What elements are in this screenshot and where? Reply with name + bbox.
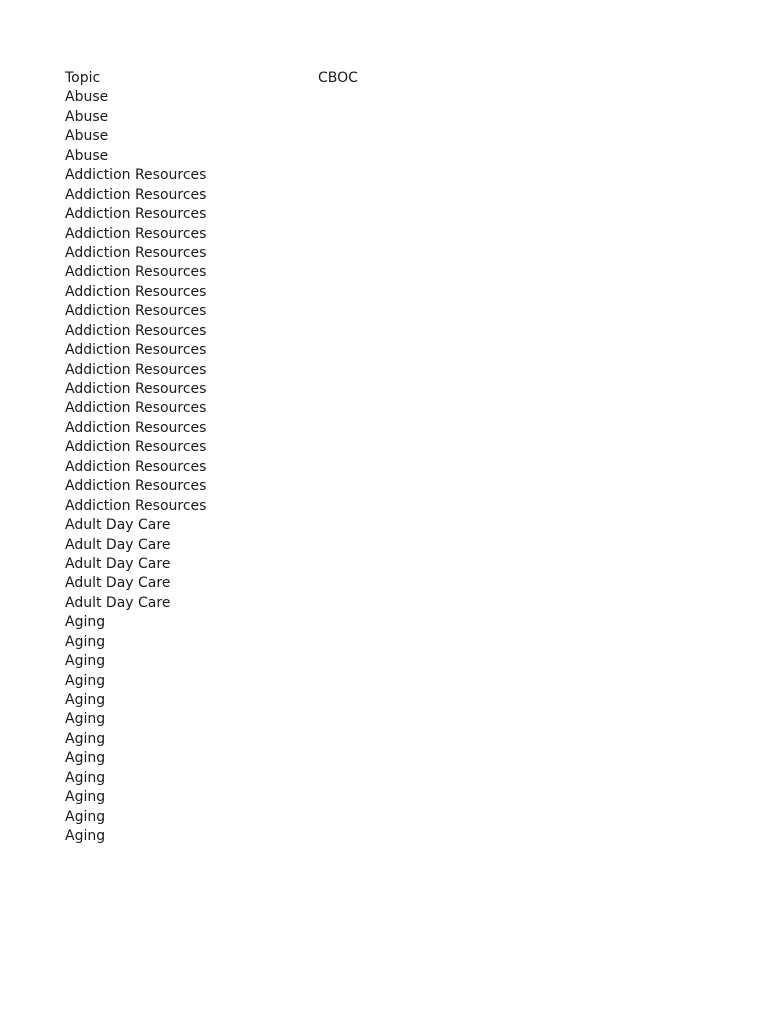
topic-cell[interactable]: Aging [65, 769, 106, 786]
cboc-cell[interactable] [318, 127, 518, 146]
table-row [65, 458, 705, 477]
column-header-topic[interactable]: Topic [65, 70, 101, 86]
topic-cell[interactable]: Aging [65, 808, 106, 825]
cboc-cell[interactable] [318, 808, 518, 827]
topic-cell[interactable]: Addiction Resources [65, 206, 207, 223]
table-row [65, 555, 705, 574]
topic-cell[interactable]: Aging [65, 672, 106, 689]
topic-cell[interactable]: Addiction Resources [65, 439, 207, 456]
table-row [65, 186, 705, 205]
topic-cell[interactable]: Addiction Resources [65, 342, 207, 359]
cboc-cell[interactable] [318, 749, 518, 768]
topic-cell[interactable]: Adult Day Care [65, 555, 171, 572]
topic-cell[interactable]: Addiction Resources [65, 419, 207, 436]
cboc-cell[interactable] [318, 477, 518, 496]
topic-cell[interactable]: Aging [65, 692, 106, 708]
cboc-cell[interactable] [318, 438, 518, 457]
table-row [65, 399, 705, 418]
table-row [65, 205, 705, 224]
table-row [65, 361, 705, 380]
table-row [65, 263, 705, 282]
cboc-cell[interactable] [318, 341, 518, 360]
table-row [65, 730, 705, 749]
cboc-cell[interactable] [318, 594, 518, 613]
cboc-cell[interactable] [318, 205, 518, 224]
cboc-cell[interactable] [318, 166, 518, 185]
cboc-cell[interactable] [318, 672, 518, 691]
topic-cell[interactable]: Addiction Resources [65, 497, 207, 514]
table-row [65, 322, 705, 341]
table-row [65, 283, 705, 302]
cboc-cell[interactable] [318, 88, 518, 107]
cboc-cell[interactable] [318, 361, 518, 380]
table-row [65, 127, 705, 146]
topic-cell[interactable]: Addiction Resources [65, 283, 207, 300]
spreadsheet-table [65, 69, 705, 847]
cboc-cell[interactable] [318, 263, 518, 282]
topic-cell[interactable]: Addiction Resources [65, 478, 207, 495]
cboc-cell[interactable] [318, 536, 518, 555]
topic-cell[interactable]: Addiction Resources [65, 381, 207, 397]
table-row [65, 574, 705, 593]
topic-cell[interactable]: Aging [65, 711, 106, 728]
table-row [65, 652, 705, 671]
topic-cell[interactable]: Aging [65, 614, 106, 631]
table-row [65, 613, 705, 632]
topic-cell[interactable]: Addiction Resources [65, 244, 207, 261]
topic-cell[interactable]: Addiction Resources [65, 361, 207, 378]
table-row [65, 438, 705, 457]
table-row [65, 769, 705, 788]
topic-cell[interactable]: Addiction Resources [65, 303, 207, 320]
cboc-cell[interactable] [318, 186, 518, 205]
topic-cell[interactable]: Adult Day Care [65, 517, 171, 534]
topic-cell[interactable]: Addiction Resources [65, 322, 207, 339]
table-body [65, 88, 705, 846]
table-row [65, 166, 705, 185]
topic-cell[interactable]: Abuse [65, 89, 109, 106]
cboc-cell[interactable] [318, 691, 518, 710]
table-row [65, 536, 705, 555]
table-row [65, 808, 705, 827]
topic-cell[interactable]: Addiction Resources [65, 225, 207, 242]
cboc-cell[interactable] [318, 827, 518, 846]
topic-cell[interactable]: Addiction Resources [65, 186, 207, 203]
cboc-cell[interactable] [318, 788, 518, 807]
table-row [65, 710, 705, 729]
topic-cell[interactable]: Aging [65, 633, 106, 650]
topic-cell[interactable]: Abuse [65, 147, 109, 164]
table-row [65, 302, 705, 321]
cboc-cell[interactable] [318, 302, 518, 321]
cboc-cell[interactable] [318, 497, 518, 516]
cboc-cell[interactable] [318, 283, 518, 302]
table-row [65, 244, 705, 263]
cboc-cell[interactable] [318, 516, 518, 535]
cboc-cell[interactable] [318, 322, 518, 341]
cboc-cell[interactable] [318, 652, 518, 671]
table-row [65, 497, 705, 516]
table-row [65, 419, 705, 438]
topic-cell[interactable]: Aging [65, 828, 106, 845]
cboc-cell[interactable] [318, 399, 518, 418]
table-row [65, 225, 705, 244]
cboc-cell[interactable] [318, 574, 518, 593]
cboc-cell[interactable] [318, 710, 518, 729]
table-row [65, 691, 705, 710]
table-row [65, 633, 705, 652]
cboc-cell[interactable] [318, 244, 518, 263]
topic-cell[interactable]: Addiction Resources [65, 264, 207, 281]
table-row [65, 749, 705, 768]
header-row [65, 69, 705, 88]
cboc-cell[interactable] [318, 225, 518, 244]
cboc-cell[interactable] [318, 419, 518, 438]
topic-cell[interactable]: Aging [65, 730, 106, 747]
cboc-cell[interactable] [318, 769, 518, 788]
table-row [65, 88, 705, 107]
table-row [65, 788, 705, 807]
topic-cell[interactable]: Adult Day Care [65, 536, 171, 553]
cboc-cell[interactable] [318, 730, 518, 749]
table-row [65, 672, 705, 691]
table-row [65, 594, 705, 613]
topic-cell[interactable]: Adult Day Care [65, 594, 171, 611]
topic-cell[interactable]: Aging [65, 653, 106, 670]
topic-cell[interactable]: Aging [65, 750, 106, 767]
table-row [65, 341, 705, 360]
table-row [65, 380, 705, 399]
cboc-cell[interactable] [318, 555, 518, 574]
table-row [65, 477, 705, 496]
column-header-cboc[interactable]: CBOC [318, 70, 358, 86]
topic-cell[interactable]: Addiction Resources [65, 400, 207, 417]
topic-cell[interactable]: Aging [65, 789, 106, 806]
cboc-cell[interactable] [318, 108, 518, 127]
table-row [65, 827, 705, 846]
topic-cell[interactable]: Abuse [65, 128, 109, 145]
topic-cell[interactable]: Adult Day Care [65, 575, 171, 592]
cboc-cell[interactable] [318, 380, 518, 399]
table-row [65, 147, 705, 166]
topic-cell[interactable]: Addiction Resources [65, 458, 207, 475]
cboc-cell[interactable] [318, 613, 518, 632]
cboc-cell[interactable] [318, 147, 518, 166]
table-row [65, 516, 705, 535]
cboc-cell[interactable] [318, 633, 518, 652]
topic-cell[interactable]: Addiction Resources [65, 167, 207, 184]
cboc-cell[interactable] [318, 458, 518, 477]
table-row [65, 108, 705, 127]
topic-cell[interactable]: Abuse [65, 108, 109, 125]
